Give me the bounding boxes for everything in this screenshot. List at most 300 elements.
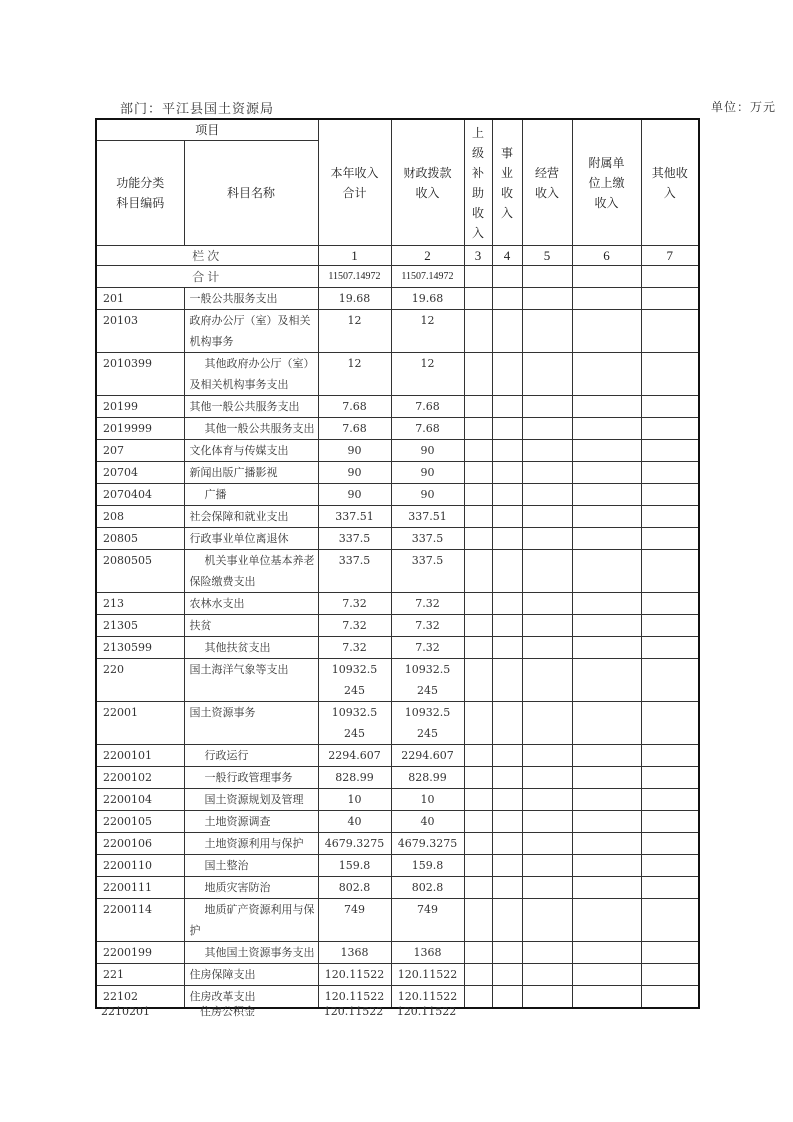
row-name: 其他一般公共服务支出	[184, 418, 318, 440]
department-label: 部门：平江县国土资源局	[120, 102, 275, 117]
column-index-3: 3	[464, 246, 492, 266]
row-c4	[492, 877, 522, 899]
row-c5	[522, 462, 572, 484]
row-c1: 40	[318, 811, 391, 833]
row-c5	[522, 702, 572, 745]
row-c6	[572, 353, 641, 396]
row-c5	[522, 593, 572, 615]
row-c2: 337.5	[391, 550, 464, 593]
row-c7	[641, 855, 699, 877]
row-c6	[572, 484, 641, 506]
row-c1: 7.32	[318, 637, 391, 659]
row-c7	[641, 615, 699, 637]
row-c4	[492, 789, 522, 811]
row-name: 地质矿产资源利用与保护	[184, 899, 318, 942]
row-c3	[464, 528, 492, 550]
column-index-6: 6	[572, 246, 641, 266]
row-name: 社会保障和就业支出	[184, 506, 318, 528]
row-c4	[492, 637, 522, 659]
row-name: 其他扶贫支出	[184, 637, 318, 659]
row-c6	[572, 637, 641, 659]
row-name: 农林水支出	[184, 593, 318, 615]
row-c1: 90	[318, 484, 391, 506]
row-c3	[464, 942, 492, 964]
row-c5	[522, 811, 572, 833]
row-c4	[492, 288, 522, 310]
row-c4	[492, 593, 522, 615]
row-c3	[464, 789, 492, 811]
row-name: 行政事业单位离退休	[184, 528, 318, 550]
row-c1: 337.5	[318, 528, 391, 550]
column-index-row	[96, 246, 699, 266]
row-c4	[492, 353, 522, 396]
row-c7	[641, 811, 699, 833]
row-c7	[641, 550, 699, 593]
row-c7	[641, 484, 699, 506]
row-c1: 19.68	[318, 288, 391, 310]
row-code: 220	[96, 659, 184, 702]
unit-label: 单位：万元	[711, 100, 777, 114]
row-c3	[464, 353, 492, 396]
table-row	[96, 702, 699, 745]
row-c4	[492, 615, 522, 637]
column-index-1: 1	[318, 246, 391, 266]
row-c6	[572, 899, 641, 942]
row-c6	[572, 396, 641, 418]
row-c4	[492, 702, 522, 745]
row-c5	[522, 440, 572, 462]
row-c6	[572, 855, 641, 877]
column-index-7: 7	[641, 246, 699, 266]
row-name: 扶贫	[184, 615, 318, 637]
row-name: 国土资源规划及管理	[184, 789, 318, 811]
row-c1: 90	[318, 440, 391, 462]
row-c7	[641, 462, 699, 484]
row-c5	[522, 659, 572, 702]
row-name: 其他政府办公厅（室）及相关机构事务支出	[184, 353, 318, 396]
row-c5	[522, 986, 572, 1009]
row-c1: 337.51	[318, 506, 391, 528]
row-c3	[464, 855, 492, 877]
row-c5	[522, 288, 572, 310]
row-c1: 4679.3275	[318, 833, 391, 855]
row-c4	[492, 310, 522, 353]
row-c5	[522, 484, 572, 506]
header-total-income-text: 本年收入合计	[330, 165, 379, 200]
row-c4	[492, 986, 522, 1009]
row-code: 2019999	[96, 418, 184, 440]
row-code: 207	[96, 440, 184, 462]
row-c7	[641, 745, 699, 767]
row-c6	[572, 550, 641, 593]
table-row	[96, 637, 699, 659]
row-c2: 120.11522	[391, 964, 464, 986]
row-c3	[464, 637, 492, 659]
table-row	[96, 310, 699, 353]
row-c7	[641, 789, 699, 811]
income-table	[95, 118, 700, 1009]
total-c4	[492, 266, 522, 288]
row-c3	[464, 440, 492, 462]
total-c6	[572, 266, 641, 288]
row-c4	[492, 396, 522, 418]
row-c6	[572, 615, 641, 637]
row-name: 土地资源利用与保护	[184, 833, 318, 855]
row-name: 住房改革支出	[184, 986, 318, 1009]
row-code: 221	[96, 964, 184, 986]
row-name: 其他一般公共服务支出	[184, 396, 318, 418]
column-index-2: 2	[391, 246, 464, 266]
row-c2: 90	[391, 440, 464, 462]
row-name: 政府办公厅（室）及相关机构事务	[184, 310, 318, 353]
row-c4	[492, 855, 522, 877]
table-row	[96, 659, 699, 702]
row-c2: 90	[391, 484, 464, 506]
table-row	[96, 440, 699, 462]
row-c6	[572, 964, 641, 986]
row-code: 213	[96, 593, 184, 615]
row-c7	[641, 899, 699, 942]
row-c5	[522, 396, 572, 418]
row-c4	[492, 506, 522, 528]
row-code: 22001	[96, 702, 184, 745]
row-name: 其他国土资源事务支出	[184, 942, 318, 964]
row-c7	[641, 396, 699, 418]
row-c1: 2294.607	[318, 745, 391, 767]
row-c3	[464, 986, 492, 1009]
row-c5	[522, 899, 572, 942]
row-c4	[492, 528, 522, 550]
row-c1: 12	[318, 310, 391, 353]
trailing-code: 2210201	[101, 1005, 150, 1018]
row-name: 一般行政管理事务	[184, 767, 318, 789]
row-c7	[641, 528, 699, 550]
row-c6	[572, 942, 641, 964]
row-c2: 120.11522	[391, 986, 464, 1009]
header-superior-subsidy-text: 上级补助收入	[471, 125, 484, 240]
row-c2: 802.8	[391, 877, 464, 899]
row-c5	[522, 506, 572, 528]
header-project-group: 项目	[96, 119, 318, 141]
table-row	[96, 877, 699, 899]
row-c3	[464, 702, 492, 745]
row-c7	[641, 637, 699, 659]
header-fiscal-allocation-text: 财政拨款收入	[403, 165, 452, 200]
row-code: 2200105	[96, 811, 184, 833]
row-c1: 120.11522	[318, 986, 391, 1009]
table-row	[96, 811, 699, 833]
row-c6	[572, 418, 641, 440]
row-c5	[522, 942, 572, 964]
row-c1: 10932.5245	[318, 659, 391, 702]
row-c5	[522, 528, 572, 550]
total-c2: 11507.14972	[391, 266, 464, 288]
row-c3	[464, 506, 492, 528]
header-other-income	[641, 119, 699, 246]
row-c4	[492, 899, 522, 942]
row-c3	[464, 615, 492, 637]
row-c1: 7.68	[318, 396, 391, 418]
row-c3	[464, 745, 492, 767]
row-c6	[572, 811, 641, 833]
row-c6	[572, 506, 641, 528]
header-function-code	[96, 141, 184, 246]
row-c3	[464, 310, 492, 353]
total-label: 合计	[96, 266, 318, 288]
table-row	[96, 767, 699, 789]
column-index-4: 4	[492, 246, 522, 266]
row-c6	[572, 462, 641, 484]
row-c2: 7.68	[391, 396, 464, 418]
row-c6	[572, 440, 641, 462]
row-name: 国土资源事务	[184, 702, 318, 745]
row-c2: 10932.5245	[391, 659, 464, 702]
row-code: 201	[96, 288, 184, 310]
row-c7	[641, 659, 699, 702]
row-c1: 828.99	[318, 767, 391, 789]
header-fiscal-allocation	[391, 119, 464, 246]
total-c5	[522, 266, 572, 288]
header-business-income-text: 事业收入	[500, 145, 513, 220]
row-name: 机关事业单位基本养老保险缴费支出	[184, 550, 318, 593]
row-name: 新闻出版广播影视	[184, 462, 318, 484]
header-other-income-text: 其他收入	[651, 165, 688, 200]
row-code: 21305	[96, 615, 184, 637]
row-c2: 10932.5245	[391, 702, 464, 745]
row-code: 2130599	[96, 637, 184, 659]
table-row	[96, 506, 699, 528]
row-code: 20805	[96, 528, 184, 550]
row-c2: 4679.3275	[391, 833, 464, 855]
table-row	[96, 593, 699, 615]
row-c3	[464, 964, 492, 986]
table-row	[96, 833, 699, 855]
row-c2: 1368	[391, 942, 464, 964]
row-c5	[522, 550, 572, 593]
row-c7	[641, 440, 699, 462]
row-c1: 7.32	[318, 593, 391, 615]
trailing-c1: 120.11522	[323, 1005, 384, 1018]
table-row	[96, 528, 699, 550]
row-c7	[641, 833, 699, 855]
row-code: 2080505	[96, 550, 184, 593]
row-c2: 7.68	[391, 418, 464, 440]
row-name: 国土整治	[184, 855, 318, 877]
row-c7	[641, 506, 699, 528]
row-c3	[464, 288, 492, 310]
row-code: 208	[96, 506, 184, 528]
row-c2: 749	[391, 899, 464, 942]
row-c1: 90	[318, 462, 391, 484]
trailing-c2: 120.11522	[396, 1005, 457, 1018]
row-c2: 7.32	[391, 637, 464, 659]
table-row	[96, 418, 699, 440]
row-c2: 90	[391, 462, 464, 484]
row-c4	[492, 811, 522, 833]
trailing-name: 住房公积金	[200, 1005, 255, 1018]
row-c7	[641, 310, 699, 353]
row-c6	[572, 789, 641, 811]
row-code: 2200111	[96, 877, 184, 899]
row-c4	[492, 484, 522, 506]
row-c2: 7.32	[391, 593, 464, 615]
total-c1: 11507.14972	[318, 266, 391, 288]
row-c5	[522, 789, 572, 811]
row-c2: 337.51	[391, 506, 464, 528]
row-code: 2070404	[96, 484, 184, 506]
table-row	[96, 615, 699, 637]
row-name: 行政运行	[184, 745, 318, 767]
row-c6	[572, 702, 641, 745]
row-code: 2010399	[96, 353, 184, 396]
row-code: 22102	[96, 986, 184, 1009]
row-c4	[492, 418, 522, 440]
row-c1: 7.68	[318, 418, 391, 440]
row-name: 土地资源调查	[184, 811, 318, 833]
row-c5	[522, 877, 572, 899]
table-row	[96, 484, 699, 506]
row-c5	[522, 745, 572, 767]
row-c2: 12	[391, 310, 464, 353]
row-c7	[641, 418, 699, 440]
row-c2: 40	[391, 811, 464, 833]
row-c6	[572, 659, 641, 702]
row-c3	[464, 484, 492, 506]
row-c6	[572, 833, 641, 855]
row-name: 住房保障支出	[184, 964, 318, 986]
row-c5	[522, 637, 572, 659]
row-c4	[492, 833, 522, 855]
row-c2: 828.99	[391, 767, 464, 789]
table-row	[96, 942, 699, 964]
row-name: 文化体育与传媒支出	[184, 440, 318, 462]
row-c2: 10	[391, 789, 464, 811]
row-c4	[492, 462, 522, 484]
row-c1: 159.8	[318, 855, 391, 877]
table-row	[96, 550, 699, 593]
table-row	[96, 745, 699, 767]
table-row	[96, 288, 699, 310]
row-c6	[572, 288, 641, 310]
header-business-income	[492, 119, 522, 246]
table-row	[96, 462, 699, 484]
row-c1: 10932.5245	[318, 702, 391, 745]
row-c1: 337.5	[318, 550, 391, 593]
table-row	[96, 396, 699, 418]
row-name: 广播	[184, 484, 318, 506]
row-c5	[522, 964, 572, 986]
row-c3	[464, 659, 492, 702]
row-c2: 12	[391, 353, 464, 396]
row-c6	[572, 877, 641, 899]
row-c1: 12	[318, 353, 391, 396]
row-code: 2200106	[96, 833, 184, 855]
row-c6	[572, 986, 641, 1009]
table-row	[96, 353, 699, 396]
row-c7	[641, 288, 699, 310]
row-code: 2200114	[96, 899, 184, 942]
row-c6	[572, 310, 641, 353]
row-c7	[641, 964, 699, 986]
row-c7	[641, 593, 699, 615]
column-index-label: 栏次	[96, 246, 318, 266]
header-affiliated-income-text: 附属单位上缴收入	[588, 155, 625, 210]
row-c2: 159.8	[391, 855, 464, 877]
row-name: 地质灾害防治	[184, 877, 318, 899]
row-code: 2200104	[96, 789, 184, 811]
row-c6	[572, 745, 641, 767]
row-c5	[522, 418, 572, 440]
row-c7	[641, 702, 699, 745]
header-total-income	[318, 119, 391, 246]
row-c1: 749	[318, 899, 391, 942]
row-c2: 19.68	[391, 288, 464, 310]
row-c4	[492, 440, 522, 462]
row-c5	[522, 833, 572, 855]
row-c7	[641, 877, 699, 899]
row-c5	[522, 855, 572, 877]
header-function-code-text: 功能分类科目编码	[116, 176, 165, 210]
row-c7	[641, 942, 699, 964]
row-c2: 337.5	[391, 528, 464, 550]
row-code: 20704	[96, 462, 184, 484]
header-operating-income-text: 经营收入	[534, 165, 559, 200]
row-c2: 2294.607	[391, 745, 464, 767]
header-operating-income	[522, 119, 572, 246]
row-c1: 120.11522	[318, 964, 391, 986]
header-affiliated-income	[572, 119, 641, 246]
row-c3	[464, 462, 492, 484]
row-name: 国土海洋气象等支出	[184, 659, 318, 702]
table-row	[96, 855, 699, 877]
row-c1: 10	[318, 789, 391, 811]
table-row	[96, 899, 699, 942]
header-superior-subsidy	[464, 119, 492, 246]
row-code: 2200199	[96, 942, 184, 964]
row-c3	[464, 418, 492, 440]
total-c7	[641, 266, 699, 288]
row-c2: 7.32	[391, 615, 464, 637]
row-c3	[464, 550, 492, 593]
header-subject-name: 科目名称	[184, 141, 318, 246]
row-c4	[492, 942, 522, 964]
row-c3	[464, 811, 492, 833]
row-code: 2200101	[96, 745, 184, 767]
row-c3	[464, 396, 492, 418]
table-row	[96, 964, 699, 986]
row-code: 2200102	[96, 767, 184, 789]
row-c6	[572, 593, 641, 615]
row-code: 20199	[96, 396, 184, 418]
total-c3	[464, 266, 492, 288]
row-c7	[641, 986, 699, 1009]
column-index-5: 5	[522, 246, 572, 266]
row-c1: 7.32	[318, 615, 391, 637]
row-c4	[492, 550, 522, 593]
table-row	[96, 789, 699, 811]
row-c7	[641, 767, 699, 789]
row-c5	[522, 353, 572, 396]
total-row	[96, 266, 699, 288]
row-code: 2200110	[96, 855, 184, 877]
row-c6	[572, 528, 641, 550]
row-c6	[572, 767, 641, 789]
row-c5	[522, 767, 572, 789]
row-c4	[492, 964, 522, 986]
row-c3	[464, 833, 492, 855]
row-c4	[492, 659, 522, 702]
row-c4	[492, 745, 522, 767]
